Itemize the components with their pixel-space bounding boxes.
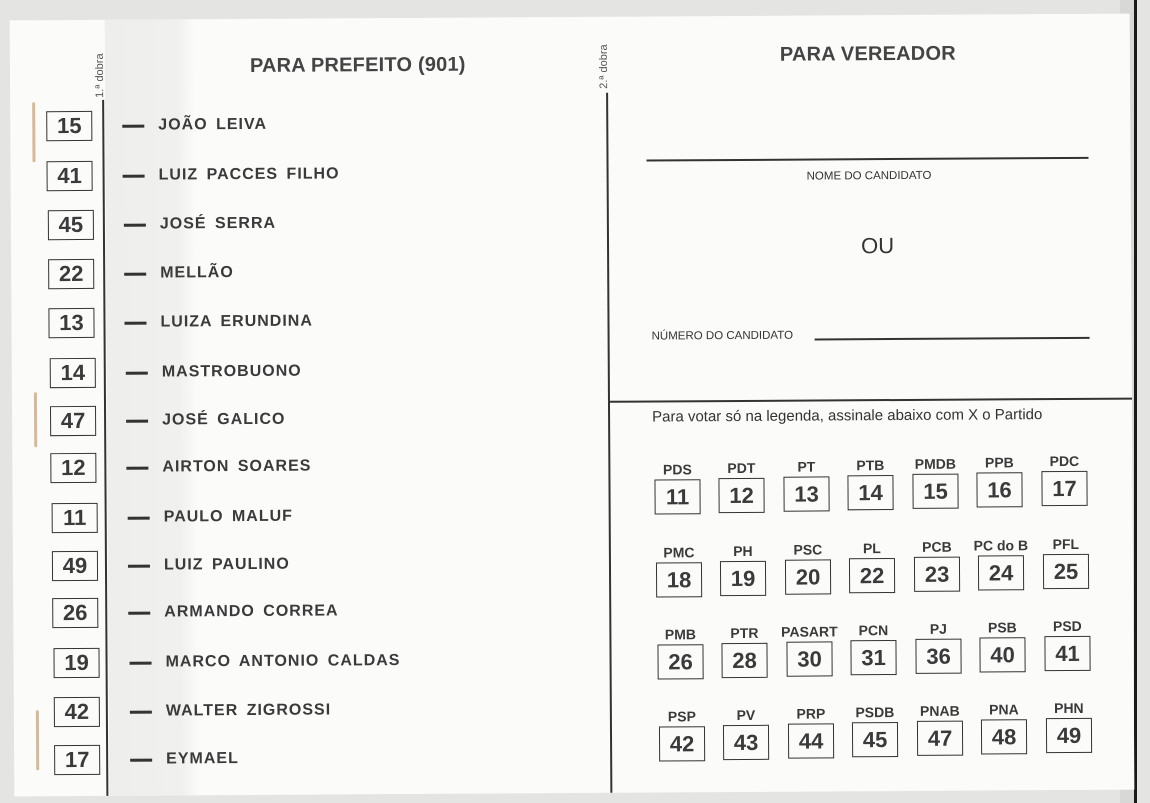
party-name: PDC (1049, 452, 1080, 470)
candidate-name-label: NOME DO CANDIDATO (806, 169, 932, 183)
candidate-number: 19 (53, 648, 99, 678)
dash-separator (130, 758, 152, 761)
party-checkbox[interactable]: 24 (978, 555, 1024, 590)
party-name: PTR (730, 624, 759, 642)
ballot-paper (10, 14, 1135, 797)
candidate-row[interactable] (48, 307, 313, 339)
party-name: PT (797, 458, 816, 475)
candidate-name: JOSÉ GALICO (162, 410, 286, 429)
party-option[interactable] (656, 626, 704, 679)
party-checkbox[interactable]: 16 (976, 472, 1022, 507)
candidate-name-line[interactable] (647, 157, 1089, 161)
dash-separator (126, 419, 148, 422)
party-checkbox[interactable]: 48 (981, 719, 1027, 754)
party-option[interactable] (658, 708, 706, 761)
dash-separator (128, 564, 150, 567)
candidate-row[interactable] (48, 209, 276, 240)
party-name: PHN (1054, 699, 1084, 717)
party-checkbox[interactable]: 30 (786, 641, 832, 676)
candidate-name: WALTER ZIGROSSI (165, 701, 332, 720)
section-divider (610, 398, 1132, 403)
party-checkbox[interactable]: 31 (850, 640, 896, 675)
party-option[interactable] (975, 454, 1023, 507)
candidate-number: 47 (50, 406, 96, 436)
party-option[interactable] (1045, 700, 1093, 753)
dash-separator (124, 272, 146, 275)
scanner-bar (1134, 0, 1137, 803)
party-option[interactable] (653, 461, 701, 514)
party-name: PTB (856, 457, 885, 474)
candidate-name: MARCO ANTONIO CALDAS (165, 652, 401, 671)
dash-separator (128, 516, 150, 519)
dash-separator (124, 321, 146, 324)
party-option[interactable] (781, 623, 838, 676)
candidate-number: 49 (52, 551, 98, 581)
candidate-number: 13 (48, 308, 94, 338)
party-name: PASART (781, 623, 838, 640)
party-option[interactable] (851, 704, 899, 757)
party-option[interactable] (1043, 618, 1091, 671)
party-option[interactable] (1042, 536, 1090, 589)
candidate-name: LUIZ PAULINO (163, 555, 290, 574)
dash-separator (126, 371, 148, 374)
candidate-row[interactable] (52, 550, 290, 581)
candidate-name: PAULO MALUF (163, 507, 293, 526)
party-checkbox[interactable]: 36 (915, 639, 961, 674)
candidate-name: AIRTON SOARES (162, 457, 312, 476)
councilor-title: PARA VEREADOR (779, 42, 956, 66)
dash-separator (130, 710, 152, 713)
candidate-name: ARMANDO CORREA (164, 602, 339, 621)
party-option[interactable] (655, 544, 703, 597)
party-name: PMDB (914, 455, 957, 472)
party-checkbox[interactable]: 11 (654, 479, 700, 514)
candidate-number: 41 (47, 161, 93, 191)
party-option[interactable] (978, 619, 1026, 672)
party-option[interactable] (784, 541, 832, 594)
candidate-number: 26 (52, 598, 98, 628)
paper-stain (32, 102, 35, 162)
party-option[interactable] (720, 625, 768, 678)
party-option[interactable] (848, 540, 896, 593)
candidate-row[interactable] (46, 110, 267, 141)
party-option[interactable] (914, 621, 962, 674)
party-name: PMB (664, 626, 697, 643)
party-option[interactable] (722, 707, 770, 760)
candidate-number: 11 (52, 503, 98, 533)
party-name: PCB (922, 538, 952, 555)
dash-separator (122, 124, 144, 127)
party-checkbox[interactable]: 43 (723, 725, 769, 760)
candidate-number: 15 (46, 111, 92, 141)
candidate-row[interactable] (52, 502, 293, 533)
candidate-row[interactable] (52, 596, 339, 628)
party-checkbox[interactable]: 42 (659, 726, 705, 761)
candidate-name: JOSÉ SERRA (159, 214, 277, 233)
candidate-row[interactable] (54, 695, 331, 727)
party-name: PSD (1052, 617, 1082, 635)
party-checkbox[interactable]: 22 (849, 558, 895, 593)
candidate-number: 42 (54, 697, 100, 727)
party-checkbox[interactable]: 47 (917, 721, 963, 756)
party-option[interactable] (782, 458, 830, 511)
candidate-number-line[interactable] (815, 337, 1090, 340)
candidate-row[interactable] (50, 357, 302, 389)
candidate-row[interactable] (54, 744, 239, 775)
candidate-row[interactable] (53, 646, 400, 678)
candidate-number: 17 (54, 745, 100, 775)
candidate-name: LUIZ PACCES FILHO (158, 165, 340, 184)
party-option[interactable] (717, 460, 765, 513)
dash-separator (128, 611, 150, 614)
dash-separator (124, 223, 146, 226)
party-name: PC do B (973, 537, 1029, 554)
party-name: PDS (662, 461, 692, 478)
party-vote-instruction: Para votar só na legenda, assinale abaixo com X o Partido (652, 406, 1043, 426)
party-checkbox[interactable]: 26 (657, 644, 703, 679)
party-checkbox[interactable]: 19 (720, 561, 766, 596)
party-name: PCN (858, 622, 889, 639)
party-name: PDT (727, 459, 756, 477)
party-checkbox[interactable]: 28 (721, 643, 767, 678)
party-name: PL (862, 540, 881, 557)
candidate-row[interactable] (48, 258, 234, 289)
candidate-number: 14 (50, 358, 96, 388)
party-option[interactable] (913, 539, 961, 592)
candidate-number: 45 (48, 210, 94, 240)
party-checkbox[interactable]: 15 (912, 474, 958, 509)
second-fold-line (606, 93, 612, 793)
paper-stain (36, 710, 39, 770)
party-name: PH (733, 542, 753, 560)
candidate-number-label: NÚMERO DO CANDIDATO (651, 329, 794, 343)
party-name: PSP (667, 708, 696, 725)
party-checkbox[interactable]: 44 (788, 723, 834, 758)
party-checkbox[interactable]: 17 (1041, 471, 1087, 506)
party-option[interactable] (849, 622, 897, 675)
party-checkbox[interactable]: 23 (914, 557, 960, 592)
party-checkbox[interactable]: 13 (783, 476, 829, 511)
party-name: PSB (987, 619, 1017, 636)
party-option[interactable] (846, 457, 894, 510)
party-checkbox[interactable]: 12 (718, 478, 764, 513)
candidate-name: LUIZA ERUNDINA (160, 312, 313, 331)
candidate-name: EYMAEL (166, 750, 239, 768)
party-option[interactable] (911, 456, 959, 509)
party-option[interactable] (973, 537, 1029, 590)
party-name: PSC (793, 541, 823, 558)
party-checkbox[interactable]: 20 (785, 559, 831, 594)
dash-separator (126, 466, 148, 469)
dash-separator (123, 174, 145, 177)
party-name: PFL (1052, 535, 1080, 553)
party-option[interactable] (1040, 453, 1088, 506)
dash-separator (130, 661, 152, 664)
party-name: PNAB (919, 702, 960, 719)
party-option[interactable] (980, 701, 1028, 754)
candidate-name: MELLÃO (160, 264, 234, 282)
candidate-number: 22 (48, 259, 94, 289)
candidate-number: 12 (50, 453, 96, 483)
party-name: PV (736, 706, 756, 724)
party-checkbox[interactable]: 18 (656, 562, 702, 597)
candidate-row[interactable] (47, 159, 340, 191)
party-name: PRP (796, 705, 826, 722)
party-checkbox[interactable]: 25 (1043, 554, 1089, 589)
candidate-row[interactable] (50, 405, 286, 436)
party-name: PSDB (855, 704, 895, 721)
party-checkbox[interactable]: 41 (1044, 636, 1090, 671)
party-name: PJ (929, 620, 947, 637)
candidate-row[interactable] (50, 452, 311, 484)
party-name: PMC (663, 544, 695, 561)
mayor-title: PARA PREFEITO (901) (249, 53, 466, 77)
party-checkbox[interactable]: 49 (1046, 718, 1092, 753)
party-checkbox[interactable]: 45 (852, 722, 898, 757)
party-checkbox[interactable]: 14 (847, 475, 893, 510)
party-option[interactable] (719, 543, 767, 596)
party-option[interactable] (916, 703, 964, 756)
second-fold-label: 2.ª dobra (597, 44, 611, 89)
paper-stain (34, 392, 37, 447)
party-name: PNA (989, 701, 1019, 718)
first-fold-label: 1.ª dobra (93, 53, 107, 98)
candidate-name: JOÃO LEIVA (158, 115, 268, 134)
or-label: OU (860, 233, 895, 259)
party-option[interactable] (787, 705, 835, 758)
candidate-name: MASTROBUONO (161, 362, 302, 381)
party-name: PPB (984, 454, 1014, 471)
party-checkbox[interactable]: 40 (979, 637, 1025, 672)
